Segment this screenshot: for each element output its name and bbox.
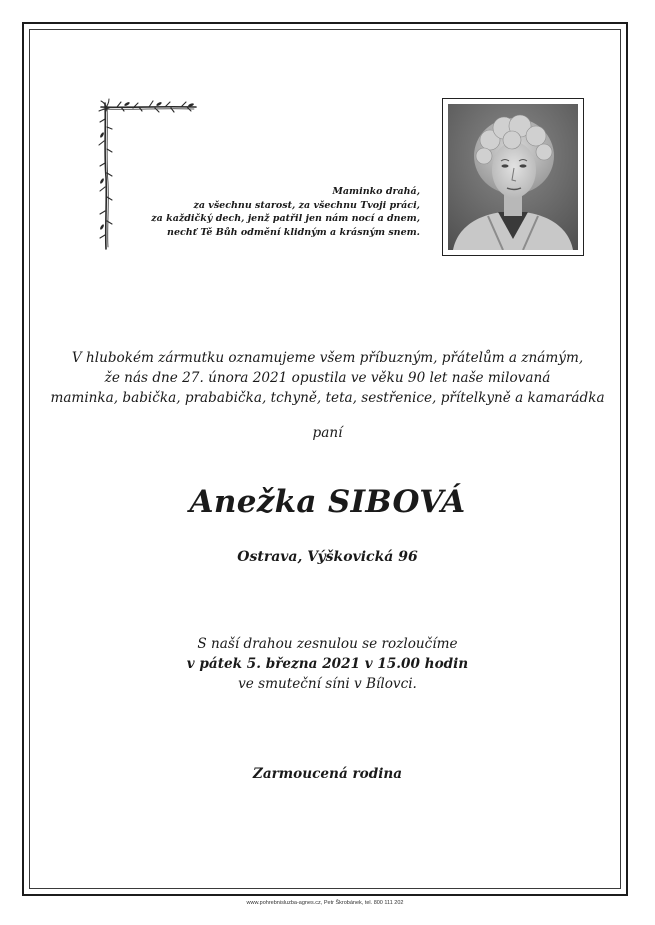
verse-line: za všechnu starost, za všechnu Tvoji práci, bbox=[193, 199, 420, 211]
farewell-line: S naší drahou zesnulou se rozloučíme bbox=[197, 636, 458, 652]
honorific: paní bbox=[312, 425, 343, 441]
announcement-text bbox=[40, 348, 615, 408]
portrait-photo-icon bbox=[448, 104, 578, 250]
announcement-line: V hlubokém zármutku oznamujeme všem příbuzným, přátelům a známým, bbox=[71, 350, 584, 366]
footer-credit: www.pohrebnisluzba-agnes.cz, Petr Škrobánek, tel. 800 111 202 bbox=[246, 900, 404, 906]
deceased-name: Anežka SIBOVÁ bbox=[189, 484, 466, 520]
verse-line: Maminko drahá, bbox=[332, 186, 420, 197]
verse-line: za každičký dech, jenž patřil jen nám nocí a dnem, bbox=[151, 213, 420, 225]
memorial-verse bbox=[150, 185, 420, 239]
farewell-date: v pátek 5. března 2021 v 15.00 hodin bbox=[186, 656, 469, 672]
verse-line: nechť Tě Bůh odmění klidným a krásným snem. bbox=[167, 226, 420, 238]
signature: Zarmoucená rodina bbox=[252, 766, 403, 782]
farewell-place: ve smuteční síni v Bílovci. bbox=[238, 676, 417, 692]
farewell-info bbox=[40, 634, 615, 694]
announcement-line: maminka, babička, prababička, tchyně, teta, sestřenice, přítelkyně a kamarádka bbox=[50, 390, 605, 406]
announcement-line: že nás dne 27. února 2021 opustila ve věku 90 let naše milovaná bbox=[104, 370, 551, 386]
portrait-photo-frame bbox=[442, 98, 584, 256]
address: Ostrava, Výškovická 96 bbox=[237, 549, 418, 565]
